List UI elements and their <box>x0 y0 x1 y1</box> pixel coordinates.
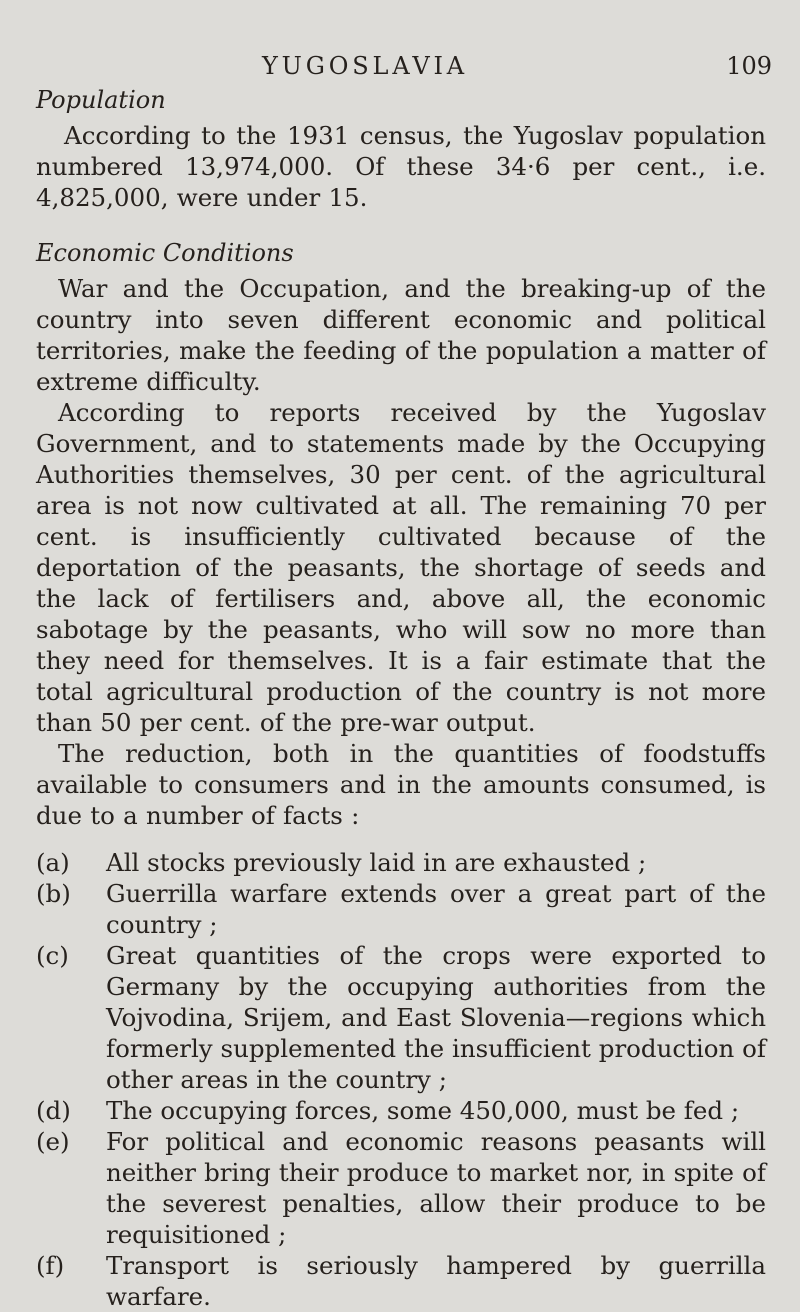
list-item <box>36 847 766 878</box>
section-heading-economic-conditions: Economic Conditions <box>36 239 294 267</box>
page-number: 109 <box>726 52 772 80</box>
economic-paragraph-2: According to reports received by the Yugoslav Government, and to statements made by the Occupying Authorities themselves, 30 per cent. of the agricultural area is not now cultivated at all. The remaining 70 per cent. is insufficiently cultivated because of the deportation of the peasants, the shortage of seeds and the lack of fertilisers and, above all, the economic sabotage by the peasants, who will sow no more than they need for themselves. It is a fair estimate that the total agricultural production of the country is not more than 50 per cent. of the pre-war output. <box>36 398 766 737</box>
list-item-marker: (b) <box>36 879 71 908</box>
list-item-marker: (f) <box>36 1251 65 1280</box>
list-item-text: All stocks previously laid in are exhausted ; <box>106 848 647 877</box>
running-head <box>262 48 772 84</box>
section-heading-population: Population <box>36 86 166 114</box>
population-paragraph: According to the 1931 census, the Yugoslav population numbered 13,974,000. Of these 34·6 per cent., i.e. 4,825,000, were under 15. <box>36 121 766 212</box>
list-item-marker: (d) <box>36 1096 71 1125</box>
facts-list <box>36 847 766 1312</box>
list-item-text: Guerrilla warfare extends over a great part of the country ; <box>106 879 766 939</box>
list-item-text: Transport is seriously hampered by guerrilla warfare. <box>106 1251 766 1311</box>
list-item <box>36 878 766 940</box>
list-item-text: The occupying forces, some 450,000, must be fed ; <box>106 1096 740 1125</box>
list-item-marker: (c) <box>36 941 69 970</box>
list-item <box>36 1250 766 1312</box>
list-item-text: Great quantities of the crops were exported to Germany by the occupying authorities from the Vojvodina, Srijem, and East Slovenia—regions which formerly supplemented the insufficient production of other areas in the country ; <box>106 941 766 1094</box>
list-item <box>36 940 766 1095</box>
economic-paragraph-3: The reduction, both in the quantities of foodstuffs available to consumers and in the amounts consumed, is due to a number of facts : <box>36 739 766 830</box>
list-item-marker: (e) <box>36 1127 70 1156</box>
running-title: YUGOSLAVIA <box>262 52 468 80</box>
list-item-text: For political and economic reasons peasants will neither bring their produce to market nor, in spite of the severest penalties, allow their produce to be requisitioned ; <box>106 1127 766 1249</box>
list-item <box>36 1126 766 1250</box>
text-block <box>36 82 766 1312</box>
list-item-marker: (a) <box>36 848 70 877</box>
economic-paragraph-1: War and the Occupation, and the breaking-up of the country into seven different economic and political territories, make the feeding of the population a matter of extreme difficulty. <box>36 274 766 396</box>
list-item <box>36 1095 766 1126</box>
